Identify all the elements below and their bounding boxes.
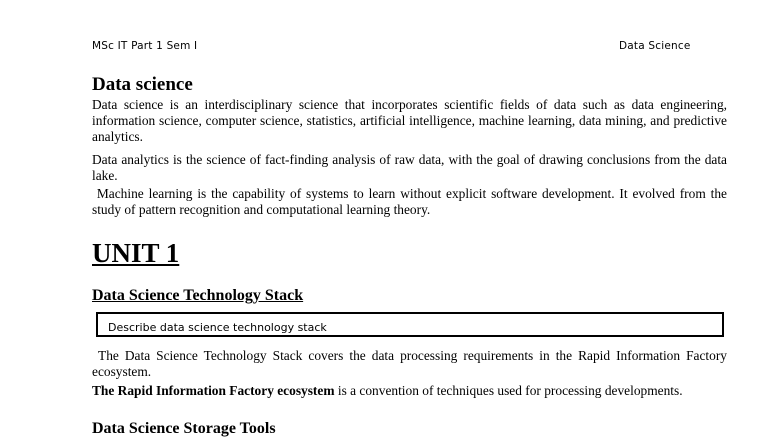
- question-box: [96, 312, 724, 337]
- paragraph-technology-stack: The Data Science Technology Stack covers the data processing requirements in the Rapid Information Factory ecosystem.: [92, 348, 731, 380]
- header-course: MSc IT Part 1 Sem I: [92, 40, 198, 52]
- paragraph-rapid-information-factory: [92, 383, 727, 399]
- paragraph-rapid-information-factory-rest: is a convention of techniques used for processing developments.: [334, 383, 683, 398]
- heading-technology-stack: Data Science Technology Stack: [92, 287, 304, 304]
- question-text: Describe data science technology stack: [108, 321, 327, 334]
- paragraph-machine-learning: Machine learning is the capability of systems to learn without explicit software development. It evolved from the study of pattern recognition and computational learning theory.: [92, 186, 731, 218]
- heading-data-science: Data science: [92, 74, 193, 95]
- term-rapid-information-factory: The Rapid Information Factory ecosystem: [92, 383, 335, 398]
- paragraph-data-science-definition: Data science is an interdisciplinary science that incorporates scientific fields of data such as data engineering, information science, computer science, statistics, artificial intelligence, machine learning, data mining, and predictive analytics.: [92, 97, 727, 145]
- header-subject: Data Science: [619, 40, 691, 52]
- unit-heading: UNIT 1: [92, 238, 180, 268]
- heading-storage-tools: Data Science Storage Tools: [92, 420, 276, 437]
- paragraph-data-analytics: Data analytics is the science of fact-finding analysis of raw data, with the goal of drawing conclusions from the data lake.: [92, 152, 727, 184]
